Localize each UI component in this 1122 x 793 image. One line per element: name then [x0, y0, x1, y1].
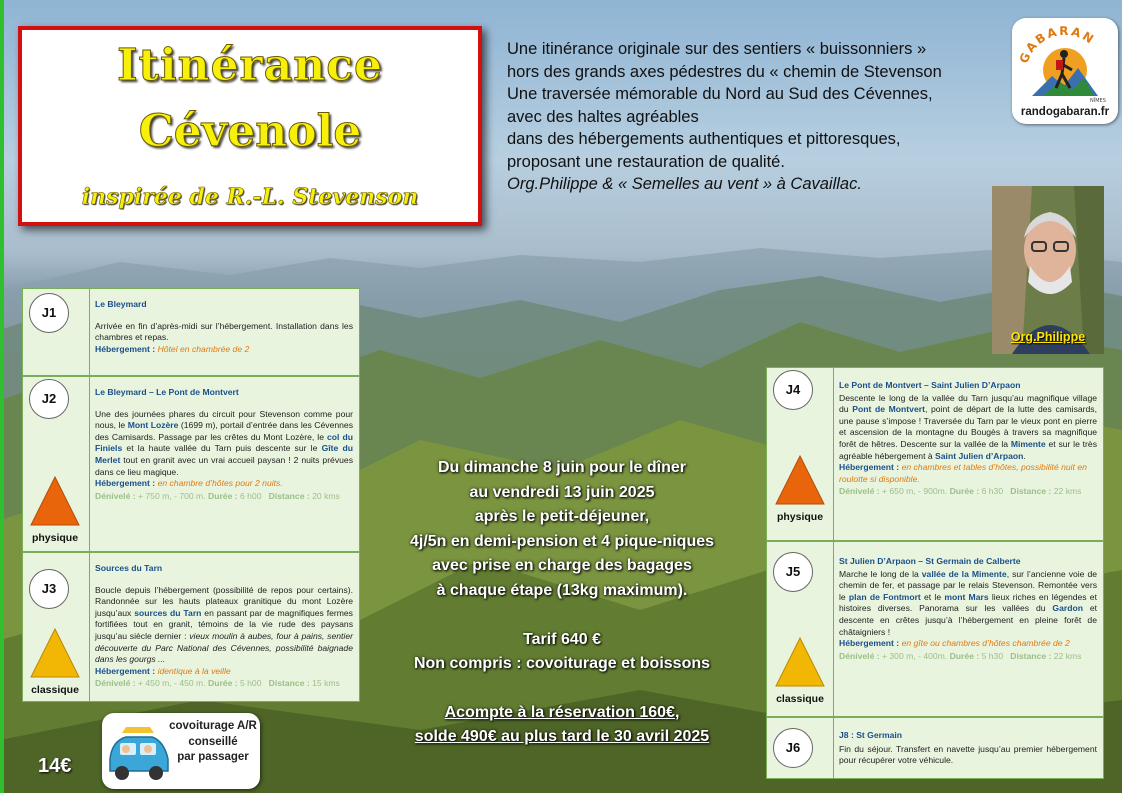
day-content	[95, 563, 353, 690]
organizer-photo	[992, 186, 1104, 354]
day-lodging: Hébergement : identique à la veille	[95, 665, 231, 676]
detail-line: avec prise en charge des bagages	[432, 557, 692, 575]
intro-line: Une itinérance originale sur des sentiers « buissonniers »	[507, 40, 927, 58]
day-lodging: Hébergement : en chambre d’hôtes pour 2 nuits.	[95, 478, 283, 489]
photo-caption: Org.Philippe	[1010, 330, 1086, 344]
logo-city: NÎMES	[1090, 98, 1106, 104]
car-icon	[104, 713, 174, 789]
day-description: Une des journées phares du circuit pour Stevenson comme pour nous, le Mont Lozère (1699 m), portail d’entrée dans les Cévennes des Camisards. Passage par les crêtes du Mont Lozère, le col du Finiels et la haute vallée du Tarn puis descente sur le Gîte du Merlet tout en granit avec un vrai accueil paysan ! 2 nuits prévues dans ce lieu magique.	[95, 408, 353, 477]
day-description: Arrivée en fin d’après-midi sur l’hébergement. Installation dans les chambres et repas.	[95, 320, 353, 343]
yellow-triangle-icon	[29, 627, 81, 679]
day-label-column	[767, 542, 834, 716]
day-card-j1	[22, 288, 360, 376]
carpool-text: covoiturage A/R conseillé par passager	[169, 720, 257, 763]
day-stats: Dénivelé : + 750 m, - 700 m. Durée : 6 h00 Distance : 20 kms	[95, 490, 340, 501]
logo-site[interactable]: randogabaran.fr	[1020, 106, 1110, 118]
difficulty-indicator	[29, 627, 81, 696]
carpool-box	[102, 713, 260, 789]
title-line-2: Cévenole	[138, 106, 362, 157]
day-title: Le Bleymard	[95, 299, 147, 309]
balance-line: solde 490€ au plus tard le 30 avril 2025	[414, 728, 710, 746]
day-title: Sources du Tarn	[95, 563, 163, 573]
day-title: Le Pont de Montvert – Saint Julien D’Arpaon	[839, 380, 1021, 390]
logo-brand: GABARAN	[1016, 23, 1098, 66]
day-label-column	[23, 553, 90, 701]
day-number: J3	[29, 569, 69, 609]
day-number: J4	[773, 370, 813, 410]
day-description: Descente le long de la vallée du Tarn jusqu’au magnifique village du Pont de Montvert, point de départ de la lutte des camisards, une pause s’impose ! Traversée du Tarn par le vieux pont en pierre et ascension de la montagne du Bougès à travers sa magnifique forêt de hêtres. Descente sur la vallée de la Mimente et sur le très agréable hébergement à Saint Julien d’Arpaon.	[839, 392, 1097, 461]
day-label-column	[23, 377, 90, 551]
day-card-j3	[22, 552, 360, 702]
day-title: Le Bleymard – Le Pont de Montvert	[95, 387, 239, 397]
day-label-column	[767, 368, 834, 540]
day-content	[95, 299, 353, 355]
not-included-line: Non compris : covoiturage et boissons	[413, 655, 711, 673]
day-title: J8 : St Germain	[839, 730, 903, 740]
difficulty-label: physique	[776, 511, 824, 523]
intro-line: hors des grands axes pédestres du « chemin de Stevenson	[507, 62, 942, 81]
detail-line: Du dimanche 8 juin pour le dîner	[437, 459, 687, 476]
title-line-1: Itinérance	[116, 40, 384, 91]
difficulty-indicator	[774, 454, 826, 523]
intro-line: proposant une restauration de qualité.	[507, 152, 785, 171]
intro-line: dans des hébergements authentiques et pittoresques,	[507, 130, 901, 148]
difficulty-indicator	[29, 475, 81, 544]
day-number: J2	[29, 379, 69, 419]
orange-triangle-icon	[774, 454, 826, 506]
day-description: Fin du séjour. Transfert en navette jusqu’au premier hébergement pour récupérer votre véhicule.	[839, 743, 1097, 766]
yellow-triangle-icon	[774, 636, 826, 688]
day-lodging: Hébergement : en gîte ou chambres d’hôtes chambrée de 2	[839, 638, 1070, 649]
day-card-j4	[766, 367, 1104, 541]
left-accent-bar	[0, 0, 4, 793]
day-content	[839, 556, 1097, 662]
detail-line: à chaque étape (13kg maximum).	[436, 581, 688, 599]
detail-line: au vendredi 13 juin 2025	[469, 483, 655, 501]
day-content	[839, 380, 1097, 498]
day-content	[95, 387, 353, 502]
day-number: J6	[773, 728, 813, 768]
difficulty-label: classique	[31, 684, 79, 696]
day-lodging: Hébergement : Hôtel en chambrée de 2	[95, 343, 250, 354]
day-content	[839, 730, 1097, 767]
difficulty-indicator	[774, 636, 826, 705]
intro-line: avec des haltes agréables	[507, 107, 699, 126]
day-stats: Dénivelé : + 650 m, - 900m. Durée : 6 h30 Distance : 22 kms	[839, 486, 1082, 497]
day-label-column	[23, 289, 90, 375]
day-stats: Dénivelé : + 300 m, - 400m. Durée : 5 h30 Distance : 22 kms	[839, 650, 1082, 661]
detail-line: 4j/5n en demi-pension et 4 pique-niques	[409, 532, 715, 550]
difficulty-label: physique	[31, 532, 79, 544]
day-title: St Julien D’Arpaon – St Germain de Calberte	[839, 556, 1021, 566]
detail-line: après le petit-déjeuner,	[474, 508, 650, 526]
deposit-line: Acompte à la réservation 160€,	[444, 703, 680, 721]
day-card-j5	[766, 541, 1104, 717]
carpool-price: 14€	[38, 755, 72, 777]
title-subtitle: inspirée de R.-L. Stevenson	[81, 184, 419, 210]
trip-details	[372, 456, 752, 750]
portrait-icon	[992, 186, 1104, 354]
day-number: J1	[29, 293, 69, 333]
day-label-column	[767, 718, 834, 778]
gabaran-logo[interactable]	[1012, 18, 1118, 124]
intro-text	[507, 38, 1007, 196]
day-lodging: Hébergement : en chambres et tables d’hôtes, possibilité nuit en roulotte si disponible.	[839, 462, 1087, 484]
difficulty-label: classique	[776, 693, 824, 705]
intro-organizer: Org.Philippe & « Semelles au vent » à Cavaillac.	[507, 175, 862, 193]
day-card-j6	[766, 717, 1104, 779]
day-number: J5	[773, 552, 813, 592]
day-card-j2	[22, 376, 360, 552]
day-description: Marche le long de la vallée de la Mimente, sur l’ancienne voie de chemin de fer, et passage par le relais Stevenson. Remontée vers le plan de Fontmort et le mont Mars lieux riches en légendes et histoires diverses. Panorama sur les vallées du Gardon et descente en crêtes jusqu’à l’hébergement en pleine forêt de châtaigniers !	[839, 568, 1098, 637]
day-stats: Dénivelé : + 450 m, - 450 m. Durée : 5 h00 Distance : 15 kms	[95, 678, 340, 689]
intro-line: Une traversée mémorable du Nord au Sud des Cévennes,	[507, 85, 933, 103]
title-box	[18, 26, 482, 226]
price-line: Tarif 640 €	[523, 630, 601, 648]
orange-triangle-icon	[29, 475, 81, 527]
day-description: Boucle depuis l’hébergement (possibilité de repos pour certains). Randonnée sur les hauts plateaux granitique du mont Lozère jusqu’aux sources du Tarn en passant par de magnifiques fermes fortifiées tout en granit, témoins de la vie rude des paysans jusqu’au siècle dernier : vieux moulin à aubes, four à pains, sentier découverte du Parc National des Cévennes, possibilité baignade dans les gourgs ...	[95, 584, 353, 665]
